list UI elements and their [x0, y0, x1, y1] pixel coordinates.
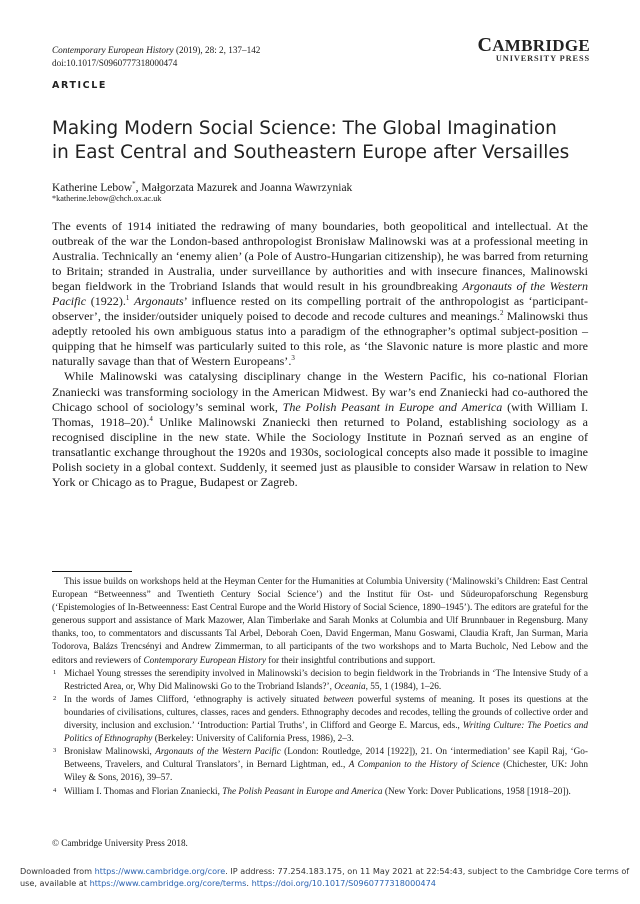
text-run: . IP address: 77.254.183.175, on 11 May 2021 at 22:54:43, subject to the Cambridge Core terms of use, available at: [20, 866, 630, 888]
title-line-1: Making Modern Social Science: The Global Imagination: [52, 118, 557, 139]
logo-rest: AMBRIDGE: [492, 36, 590, 55]
book-title: Argonauts of the Western Pacific: [155, 747, 281, 758]
text-run: Bronisław Malinowski,: [64, 747, 156, 758]
text-run: , 55, 1 (1984), 1–26.: [365, 681, 442, 692]
footnotes: [52, 576, 588, 799]
doi: doi:10.1017/S0960777318000474: [52, 57, 178, 68]
book-title: Writing Culture: The Poetics and Politics of Ethnography: [64, 721, 588, 745]
footnote-number: 2: [53, 694, 57, 702]
journal-title: Contemporary European History: [143, 655, 266, 666]
footnote-3: [52, 746, 588, 785]
text-run: ’ influence rested on its compelling portrait of the anthropologist as ‘participant-observer’, the insider/outsider uniquely poised to decode and recode cultures and meanings.: [52, 294, 589, 324]
journal-citation-line: [52, 44, 260, 57]
logo-subtitle: UNIVERSITY PRESS: [495, 54, 590, 63]
book-title: The Polish Peasant in Europe and America: [222, 786, 383, 797]
article-title: [52, 117, 612, 165]
text-run: powerful systems of meaning. It poses its questions at the boundaries of civilisations, cultures, classes, races and genders. Ethnography decodes and recodes, telling the grounds of collective order and diversity, inclusion and exclusion.’ ‘Introduction: Partial Truths’, in Clifford and George E. Marcus, eds.,: [64, 694, 588, 732]
journal-name: Contemporary European History: [52, 45, 174, 55]
emphasis: between: [323, 694, 354, 705]
text-run: Michael Young stresses the serendipity involved in Malinowski’s decision to begin fieldwork in the Trobriands in ‘The Intensive Study of a Restricted Area, or, Why Did Malinowski Go to the Trobriand Islands?’,: [64, 668, 588, 692]
text-run: (Berkeley: University of California Press, 1986), 2–3.: [152, 734, 354, 745]
copyright-notice: © Cambridge University Press 2018.: [52, 838, 188, 848]
book-title: Argonauts: [133, 294, 184, 309]
text-run: (1922).: [86, 294, 126, 309]
footnote-ref-4[interactable]: 4: [149, 414, 153, 423]
article-type-label: ARTICLE: [52, 80, 107, 91]
footnote-number: 4: [53, 786, 57, 794]
logo-wordmark: [465, 34, 590, 56]
book-title: A Companion to the History of Science: [348, 760, 500, 771]
text-run: William I. Thomas and Florian Znaniecki,: [64, 786, 223, 797]
footnote-number: 1: [53, 668, 57, 676]
text-run: (with William I. Thomas, 1918–20).: [52, 399, 588, 429]
text-run: While Malinowski was catalysing disciplinary change in the Western Pacific, his co-national Florian Znaniecki was transforming sociology in the American Midwest. By war’s end Znaniecki had co-authored the Chicago school of sociology’s seminal work,: [52, 369, 588, 414]
cambridge-university-press-logo: [465, 34, 590, 64]
book-title: Argonauts of the Western Pacific: [52, 279, 589, 309]
text-run: for their insightful contributions and support.: [265, 655, 436, 666]
footnote-ref-3[interactable]: 3: [291, 354, 295, 363]
journal-title: Oceania: [334, 681, 366, 692]
title-line-2: in East Central and Southeastern Europe after Versailles: [52, 142, 570, 163]
download-notice: [20, 866, 630, 889]
journal-volume: (2019), 28: 2, 137–142: [173, 45, 261, 55]
cambridge-core-link[interactable]: https://www.cambridge.org/core: [94, 866, 226, 876]
book-title: The Polish Peasant in Europe and America: [282, 399, 503, 414]
author-lebow: Katherine Lebow: [52, 181, 133, 194]
footnote-separator: [52, 571, 132, 572]
text-run: This issue builds on workshops held at the Heyman Center for the Humanities at Columbia University (‘Malinowski’s Children: East Central European “Betweenness” and Twentieth Century Social Science’) and the Institut für Ost- und Südeuropaforschung Regensburg (‘Epistemologies of In-Betweenness: East Central Europe and the World History of Social Science, 1890–1945’). The editors are grateful for the generous support and assistance of Mark Mazower, Alan Timberlake and Sarah Monks at Columbia and Ulf Brunnbauer in Regensburg. Many thanks, too, to commentators and discussants Tal Arbel, Deborah Coen, David Engerman, Manu Goswami, Claudia Kraft, Jan Surman, Maria Todorova, Balázs Trencsényi and Andrew Zimmerman, to all participants of the two workshops and to Marta Bucholc, Ned Lebow and the editors and reviewers of: [52, 577, 588, 666]
footnote-ref-2[interactable]: 2: [499, 309, 504, 318]
journal-citation: [52, 44, 260, 69]
article-body: [52, 219, 588, 490]
text-run: (New York: Dover Publications, 1958 [1918–20]).: [382, 786, 571, 797]
text-run: In the words of James Clifford, ‘ethnography is actively situated: [64, 694, 324, 705]
corresponding-author-mark: *: [132, 180, 136, 188]
terms-link[interactable]: https://www.cambridge.org/core/terms: [89, 877, 247, 888]
text-run: Downloaded from: [20, 866, 95, 876]
logo-initial: C: [477, 34, 493, 56]
paragraph-2: [52, 369, 588, 489]
text-run: (Chichester, UK: John Wiley & Sons, 2016), 39–57.: [64, 760, 588, 784]
corresponding-email: *katherine.lebow@chch.ox.ac.uk: [52, 194, 162, 203]
text-run: Malinowski thus adeptly retooled his own ambiguous status into a paradigm of the ethnographer’s optimal subject-position – quipping that he himself was particularly suited to this role, as ‘the Slavonic nature is more plastic and more naturally savage than that of Western Europeans’.: [52, 309, 588, 369]
text-run: (London: Routledge, 2014 [1922]), 21. On ‘intermediation’ see Kapil Raj, ‘Go-Betweens, Travelers, and Cultural Translators’, in Bernard Lightman, ed.,: [64, 747, 588, 771]
footnote-number: 3: [53, 747, 57, 755]
text-run: The events of 1914 initiated the redrawing of many boundaries, both geopolitical and intellectual. At the outbreak of the war the London-based anthropologist Bronisław Malinowski was at a professional meeting in Australia. Technically an ‘enemy alien’ (a Pole of Austro-Hungarian citizenship), he was barred from returning to Britain; stranded in Australia, under surveillance by authorities and with insecure finances, Malinowski began fieldwork in the Trobriand Islands that would result in his groundbreaking: [52, 219, 588, 294]
footnote-1: [52, 668, 588, 694]
footnote-4: [52, 786, 588, 799]
author-list: [52, 177, 352, 195]
doi-link[interactable]: https://doi.org/10.1017/S0960777318000474: [251, 877, 436, 888]
other-authors: , Małgorzata Mazurek and Joanna Wawrzyniak: [135, 181, 353, 194]
text-run: Unlike Malinowski Znaniecki then returned to Poland, establishing sociology as a recognised discipline in the new state. While the Sociology Institute in Poznań served as an engine of transatlantic exchange throughout the 1920s and 1930s, sociological concepts also made it possible to imagine Polish society in a global context. Suddenly, it seemed just as plausible to consider Warsaw in relation to New York or Chicago as to Prague, Budapest or Zagreb.: [52, 414, 588, 489]
text-run: .: [246, 877, 252, 888]
paragraph-1: [52, 219, 588, 369]
acknowledgement-note: [52, 576, 588, 668]
footnote-ref-1[interactable]: 1: [125, 294, 130, 303]
footnote-2: [52, 694, 588, 746]
